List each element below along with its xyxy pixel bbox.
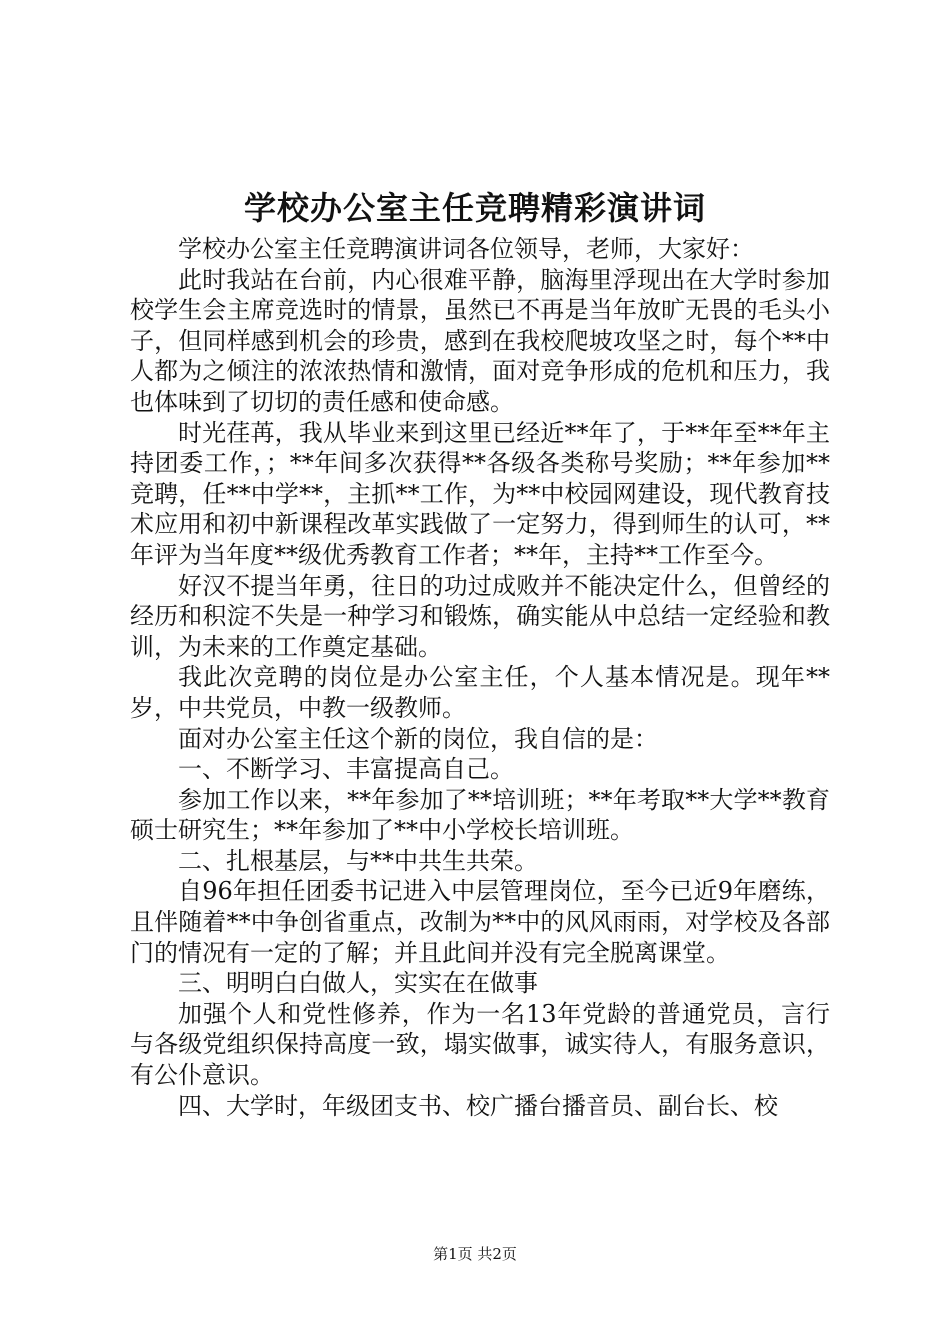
section-heading: 二、扎根基层，与**中共生共荣。 bbox=[178, 846, 538, 875]
document-body bbox=[130, 234, 830, 1121]
section-heading: 三、明明白白做人，实实在在做事 bbox=[178, 969, 538, 998]
paragraph: 好汉不提当年勇，往日的功过成败并不能决定什么，但曾经的经历和积淀不失是一种学习和锻炼，确实能从中总结一定经验和教训，为未来的工作奠定基础。 bbox=[130, 571, 830, 661]
section-heading: 一、不断学习、丰富提高自己。 bbox=[178, 755, 514, 784]
paragraph: 学校办公室主任竞聘演讲词各位领导，老师，大家好： bbox=[178, 235, 754, 263]
paragraph: 面对办公室主任这个新的岗位，我自信的是： bbox=[178, 724, 658, 753]
paragraph: 时光荏苒，我从毕业来到这里已经近**年了，于**年至**年主持团委工作，；**年间多次获得**各级各类称号奖励；**年参加**竞聘，任**中学**，主抓**工作，为**中校园网建设，现代教育技术应用和初中新课程改革实践做了一定努力，得到师生的认可，**年评为当年度**级优秀教育工作者；**年，主持**工作至今。 bbox=[130, 418, 830, 569]
paragraph: 自96年担任团委书记进入中层管理岗位，至今已近9年磨练，且伴随着**中争创省重点，改制为**中的风风雨雨，对学校及各部门的情况有一定的了解；并且此间并没有完全脱离课堂。 bbox=[130, 877, 830, 967]
section-heading: 四、大学时，年级团支书、校广播台播音员、副台长、校 bbox=[178, 1091, 778, 1120]
paragraph: 此时我站在台前，内心很难平静，脑海里浮现出在大学时参加校学生会主席竞选时的情景，虽然已不再是当年放旷无畏的毛头小子，但同样感到机会的珍贵，感到在我校爬坡攻坚之时，每个**中人都为之倾注的浓浓热情和激情，面对竞争形成的危机和压力，我也体味到了切切的责任感和使命感。 bbox=[130, 265, 830, 416]
paragraph: 加强个人和党性修养，作为一名13年党龄的普通党员，言行与各级党组织保持高度一致，塌实做事，诚实待人，有服务意识，有公仆意识。 bbox=[130, 999, 830, 1090]
document-title: 学校办公室主任竞聘精彩演讲词 bbox=[243, 189, 706, 227]
paragraph: 参加工作以来，**年参加了**培训班；**年考取**大学**教育硕士研究生；**年参加了**中小学校长培训班。 bbox=[130, 785, 830, 845]
page-footer: 第1页 共2页 bbox=[433, 1245, 517, 1263]
paragraph: 我此次竞聘的岗位是办公室主任，个人基本情况是。现年**岁，中共党员，中教一级教师。 bbox=[130, 663, 830, 722]
